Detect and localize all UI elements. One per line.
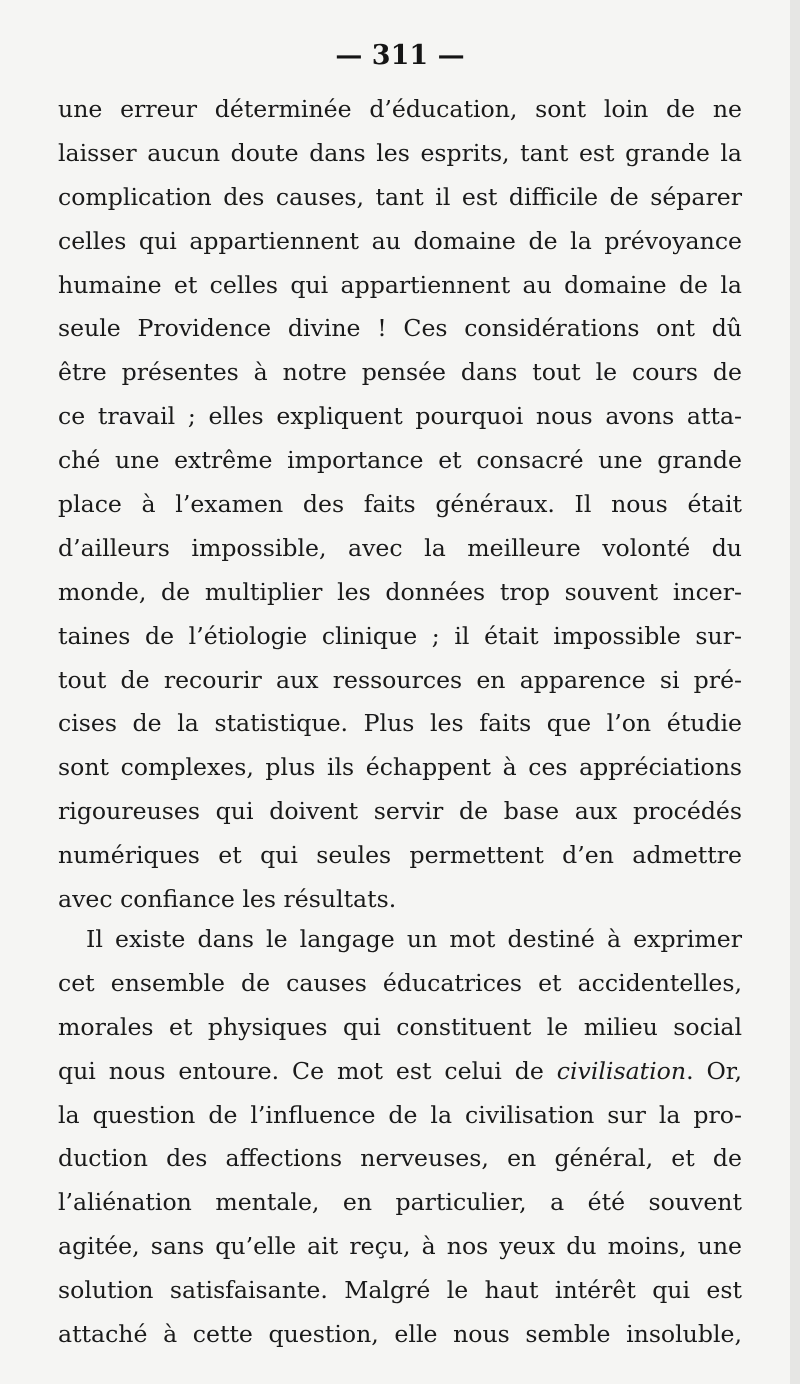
text-line: avec confiance les résultats. [58,885,397,914]
text-line: la question de l’influence de la civilisation sur la pro- [58,1100,742,1129]
text-line: duction des affections nerveuses, en général, et de [58,1144,742,1173]
text-line: laisser aucun doute dans les esprits, tant est grande la [58,138,742,167]
text-line: rigoureuses qui doivent servir de base aux procédés [58,797,742,826]
text-line: cises de la statistique. Plus les faits que l’on étudie [58,709,742,738]
text-line: complication des causes, tant il est difficile de séparer [58,182,742,211]
text-line: place à l’examen des faits généraux. Il nous était [58,490,742,519]
text-line: celles qui appartiennent au domaine de la prévoyance [58,226,742,255]
text-line: tout de recourir aux ressources en apparence si pré- [58,665,742,694]
line-text: qui nous entoure. Ce mot est celui de [58,1056,544,1085]
text-line: solution satisfaisante. Malgré le haut intérêt qui est [58,1276,742,1305]
text-line-with-italic [58,1050,742,1094]
text-line: seule Providence divine ! Ces considérations ont dû [58,314,742,343]
text-line: humaine et celles qui appartiennent au domaine de la [58,270,742,299]
page-number: — 311 — [335,40,465,71]
text-line: cet ensemble de causes éducatrices et accidentelles, [58,968,742,997]
paragraph-1 [58,88,742,922]
paragraph-2 [58,918,742,1357]
italic-term: civilisation [556,1056,687,1085]
line-tail: . Or, [686,1056,742,1085]
text-line: monde, de multiplier les données trop souvent incer- [58,577,742,606]
text-line: être présentes à notre pensée dans tout le cours de [58,358,742,387]
text-line: Il existe dans le langage un mot destiné à exprimer [86,925,742,953]
text-line: numériques et qui seules permettent d’en admettre [58,841,742,870]
text-line: attaché à cette question, elle nous semble insoluble, [58,1320,742,1349]
text-line: taines de l’étiologie clinique ; il était impossible sur- [58,621,742,650]
text-line: sont complexes, plus ils échappent à ces appréciations [58,753,742,782]
text-line: l’aliénation mentale, en particulier, a été souvent [58,1188,742,1217]
text-line: morales et physiques qui constituent le milieu social [58,1012,742,1041]
text-line: ce travail ; elles expliquent pourquoi nous avons atta- [58,402,742,431]
text-line: une erreur déterminée d’éducation, sont loin de ne [58,95,742,123]
text-line: d’ailleurs impossible, avec la meilleure volonté du [58,533,742,562]
text-line: ché une extrême importance et consacré une grande [58,446,742,475]
text-line: agitée, sans qu’elle ait reçu, à nos yeux du moins, une [58,1232,742,1261]
